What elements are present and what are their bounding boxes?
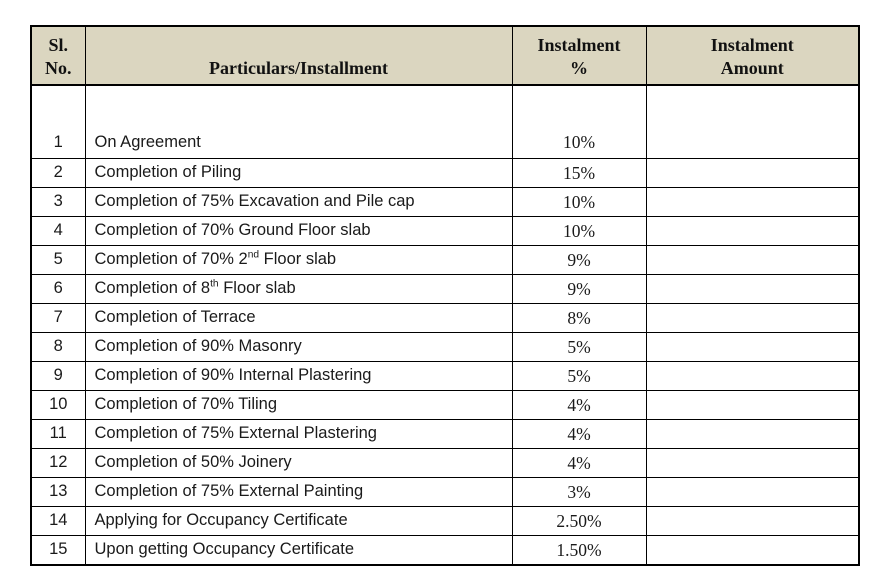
sl-no-value: 8 [53,337,63,356]
sl-no-value: 1 [53,133,63,152]
header-sl-no-line1: Sl. [48,35,68,55]
cell-instalment-pct [512,246,646,275]
particulars-text: Completion of 50% Joinery [94,453,292,472]
cell-instalment-amount [646,391,859,420]
table-row [31,420,859,449]
sl-no-value: 3 [53,192,63,211]
cell-instalment-pct [512,507,646,536]
table-row [31,188,859,217]
instalment-pct-value: 5% [567,365,591,386]
instalment-pct-value: 10% [562,191,596,212]
cell-instalment-amount [646,333,859,362]
particulars-text: Completion of 70% Tiling [94,395,278,414]
particulars-text: Applying for Occupancy Certificate [94,511,348,530]
particulars-text: Completion of 70% Ground Floor slab [94,221,371,240]
particulars-text: Upon getting Occupancy Certificate [94,540,355,559]
cell-instalment-amount [646,85,859,159]
particulars-text: Completion of 90% Masonry [94,337,302,356]
particulars-text-rest: Floor slab [259,250,337,269]
table-row [31,507,859,536]
sl-no-value: 15 [49,540,68,559]
cell-sl-no [31,85,85,159]
particulars-text: Completion of Piling [94,163,242,182]
cell-instalment-pct [512,420,646,449]
particulars-text-rest: Floor slab [218,279,296,298]
table-row [31,536,859,566]
cell-sl-no [31,188,85,217]
instalment-pct-value: 15% [562,162,596,183]
cell-instalment-pct [512,362,646,391]
cell-instalment-amount [646,478,859,507]
table-row [31,304,859,333]
header-instalment-pct-line1: Instalment [537,35,621,55]
sl-no-value: 2 [53,163,63,182]
sl-no-value: 9 [53,366,63,385]
cell-instalment-amount [646,275,859,304]
cell-instalment-pct [512,391,646,420]
cell-particulars [85,246,512,275]
cell-instalment-amount [646,159,859,188]
instalment-pct-value: 3% [567,481,591,502]
sl-no-value: 7 [53,308,63,327]
instalment-pct-value: 4% [567,423,591,444]
cell-instalment-pct [512,159,646,188]
table-row [31,217,859,246]
sl-no-value: 12 [49,453,68,472]
cell-sl-no [31,507,85,536]
cell-instalment-pct [512,275,646,304]
header-instalment-pct [512,26,646,85]
table-header-row [31,26,859,85]
instalment-pct-value: 8% [567,307,591,328]
cell-particulars [85,478,512,507]
particulars-text: Completion of 70% 2 [94,250,248,269]
particulars-text: Completion of 75% External Painting [94,482,364,501]
cell-instalment-amount [646,362,859,391]
instalment-pct-value: 5% [567,336,591,357]
cell-sl-no [31,449,85,478]
header-instalment-amount-line2: Amount [720,57,784,78]
table-row [31,275,859,304]
particulars-text: Completion of 90% Internal Plastering [94,366,372,385]
cell-sl-no [31,478,85,507]
cell-sl-no [31,217,85,246]
cell-instalment-amount [646,188,859,217]
cell-particulars [85,85,512,159]
cell-sl-no [31,275,85,304]
particulars-text: Completion of 8 [94,279,211,298]
cell-instalment-pct [512,217,646,246]
cell-instalment-amount [646,449,859,478]
cell-particulars [85,420,512,449]
cell-instalment-amount [646,420,859,449]
table-row [31,159,859,188]
cell-particulars [85,391,512,420]
header-instalment-amount-line1: Instalment [710,35,794,55]
cell-instalment-amount [646,304,859,333]
cell-instalment-pct [512,333,646,362]
cell-sl-no [31,420,85,449]
cell-particulars [85,333,512,362]
cell-instalment-pct [512,188,646,217]
cell-particulars [85,362,512,391]
sl-no-value: 13 [49,482,68,501]
cell-particulars [85,217,512,246]
sl-no-value: 5 [53,250,63,269]
cell-instalment-pct [512,478,646,507]
cell-instalment-amount [646,507,859,536]
installment-table-body [31,85,859,565]
cell-instalment-amount [646,246,859,275]
header-sl-no-line2: No. [45,57,72,78]
table-row [31,478,859,507]
sl-no-value: 14 [49,511,68,530]
header-particulars-line2: Particulars/Installment [209,57,388,78]
instalment-pct-value: 9% [567,278,591,299]
instalment-pct-value: 9% [567,249,591,270]
cell-instalment-amount [646,536,859,566]
particulars-text: On Agreement [94,133,201,152]
cell-instalment-pct [512,449,646,478]
header-sl-no [31,26,85,85]
instalment-pct-value: 10% [562,132,596,152]
sl-no-value: 6 [53,279,63,298]
cell-particulars [85,304,512,333]
cell-particulars [85,188,512,217]
cell-sl-no [31,536,85,566]
cell-particulars [85,536,512,566]
particulars-text: Completion of 75% Excavation and Pile cap [94,192,415,211]
header-particulars [85,26,512,85]
installment-schedule-table [30,25,860,566]
cell-sl-no [31,304,85,333]
table-row [31,449,859,478]
cell-instalment-pct [512,536,646,566]
cell-sl-no [31,246,85,275]
instalment-pct-value: 2.50% [556,510,602,531]
instalment-pct-value: 10% [562,220,596,241]
instalment-pct-value: 1.50% [556,539,602,560]
cell-particulars [85,449,512,478]
cell-instalment-amount [646,217,859,246]
particulars-superscript: nd [247,249,260,261]
table-row [31,362,859,391]
particulars-text: Completion of 75% External Plastering [94,424,377,443]
table-row [31,333,859,362]
cell-particulars [85,275,512,304]
cell-particulars [85,507,512,536]
cell-sl-no [31,362,85,391]
particulars-superscript: th [210,278,219,290]
table-row [31,85,859,159]
table-row [31,391,859,420]
instalment-pct-value: 4% [567,394,591,415]
cell-instalment-pct [512,304,646,333]
header-instalment-pct-line2: % [570,57,588,78]
sl-no-value: 4 [53,221,63,240]
header-instalment-amount [646,26,859,85]
particulars-text: Completion of Terrace [94,308,256,327]
cell-sl-no [31,333,85,362]
sl-no-value: 10 [49,395,68,414]
cell-instalment-pct [512,85,646,159]
sl-no-value: 11 [49,424,67,443]
cell-particulars [85,159,512,188]
cell-sl-no [31,159,85,188]
instalment-pct-value: 4% [567,452,591,473]
table-row [31,246,859,275]
cell-sl-no [31,391,85,420]
